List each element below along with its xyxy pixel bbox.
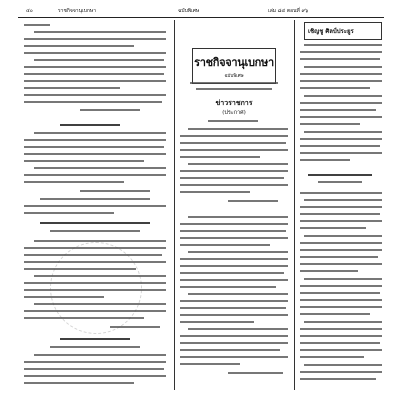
text-line xyxy=(300,109,376,111)
text-line xyxy=(34,167,166,169)
text-line xyxy=(188,128,288,130)
text-line xyxy=(24,80,166,82)
text-line xyxy=(180,314,288,316)
text-line xyxy=(300,371,382,373)
column-divider-left xyxy=(174,20,175,390)
text-line xyxy=(180,244,270,246)
text-line xyxy=(304,44,382,46)
text-line xyxy=(24,205,166,207)
left-column xyxy=(20,20,170,390)
text-line xyxy=(180,149,288,151)
text-line xyxy=(24,160,144,162)
text-line xyxy=(24,317,144,319)
text-line xyxy=(304,278,382,280)
text-line xyxy=(300,213,380,215)
masthead-title: ราชกิจจานุเบกษา xyxy=(194,56,274,69)
text-line xyxy=(300,242,382,244)
text-line xyxy=(180,170,288,172)
text-line xyxy=(24,212,114,214)
text-line xyxy=(188,251,288,253)
left-section-heading-2 xyxy=(40,222,150,224)
text-line xyxy=(50,346,140,348)
text-line xyxy=(300,73,382,75)
text-line xyxy=(300,192,382,194)
text-line xyxy=(180,177,284,179)
text-line xyxy=(24,24,50,26)
text-line xyxy=(24,45,134,47)
text-line xyxy=(24,38,166,40)
text-line xyxy=(34,354,166,356)
text-line xyxy=(300,306,382,308)
text-line xyxy=(300,220,382,222)
text-line xyxy=(24,87,120,89)
masthead-subtitle: ฉบับพิเศษ xyxy=(224,74,244,79)
right-section-subheading xyxy=(318,181,362,183)
text-line xyxy=(24,174,166,176)
text-line xyxy=(300,292,380,294)
text-line xyxy=(300,51,382,53)
text-line xyxy=(180,272,284,274)
text-line xyxy=(304,321,382,323)
text-line xyxy=(300,80,382,82)
right-section-heading xyxy=(308,174,372,176)
header-left-title: ราชกิจจานุเบกษา xyxy=(58,8,97,14)
text-line xyxy=(24,289,166,291)
text-line xyxy=(300,123,360,125)
text-line xyxy=(180,142,286,144)
text-line xyxy=(228,372,283,374)
text-line xyxy=(300,102,382,104)
left-section-heading-3 xyxy=(60,338,130,340)
text-line xyxy=(24,52,166,54)
header-date: เล่ม ๘๔ ตอนที่ ๙๖ xyxy=(268,8,309,14)
text-line xyxy=(24,139,166,141)
text-line xyxy=(24,101,162,103)
text-line xyxy=(40,198,150,200)
text-line xyxy=(300,356,364,358)
text-line xyxy=(24,310,166,312)
column-divider-right xyxy=(294,20,295,390)
left-section-subheading-2 xyxy=(50,230,140,232)
text-line xyxy=(300,328,382,330)
text-line xyxy=(24,268,136,270)
text-line xyxy=(24,66,166,68)
text-line xyxy=(24,375,166,377)
text-line xyxy=(24,146,164,148)
text-line xyxy=(34,240,166,242)
text-line xyxy=(80,190,150,192)
text-line xyxy=(24,296,104,298)
text-line xyxy=(304,199,382,201)
header-rule xyxy=(18,17,384,18)
left-section-heading-1 xyxy=(60,124,120,126)
text-line xyxy=(180,335,288,337)
text-line xyxy=(24,153,166,155)
text-line xyxy=(300,145,380,147)
text-line xyxy=(180,363,240,365)
text-line xyxy=(34,31,166,33)
text-line xyxy=(34,275,166,277)
text-line xyxy=(300,256,378,258)
text-line xyxy=(300,349,382,351)
text-line xyxy=(304,235,382,237)
text-line xyxy=(304,95,382,97)
text-line xyxy=(180,342,288,344)
text-line xyxy=(304,131,382,133)
text-line xyxy=(24,247,166,249)
text-line xyxy=(300,138,382,140)
text-line xyxy=(300,227,366,229)
text-line xyxy=(300,335,382,337)
text-line xyxy=(24,181,124,183)
text-line xyxy=(24,94,166,96)
text-line xyxy=(300,285,382,287)
text-line xyxy=(300,206,382,208)
text-line xyxy=(190,82,278,84)
text-line xyxy=(180,279,288,281)
text-line xyxy=(24,382,134,384)
text-line xyxy=(300,58,380,60)
text-line xyxy=(180,237,288,239)
page-number: ๔๐ xyxy=(26,8,33,14)
text-line xyxy=(180,135,288,137)
text-line xyxy=(180,265,288,267)
text-line xyxy=(300,342,380,344)
text-line xyxy=(228,200,278,202)
text-line xyxy=(180,307,286,309)
text-line xyxy=(24,361,166,363)
page-header xyxy=(18,6,384,16)
text-line xyxy=(300,270,358,272)
text-line xyxy=(188,216,288,218)
text-line xyxy=(180,223,288,225)
text-line xyxy=(180,286,276,288)
text-line xyxy=(300,152,382,154)
text-line xyxy=(180,349,280,351)
text-line xyxy=(24,73,164,75)
right-column xyxy=(298,20,384,390)
middle-column xyxy=(178,20,290,390)
text-line xyxy=(300,116,382,118)
newspaper-page xyxy=(18,6,384,394)
text-line xyxy=(188,163,288,165)
text-line xyxy=(34,59,164,61)
section-sub: (ประกาศ) xyxy=(222,110,246,116)
signature-name: เชิญชู ศิลป์ประยูร xyxy=(308,28,354,35)
text-line xyxy=(188,293,288,295)
text-line xyxy=(304,66,382,68)
text-line xyxy=(24,254,162,256)
text-line xyxy=(34,303,166,305)
text-line xyxy=(180,191,250,193)
text-line xyxy=(196,88,272,90)
text-line xyxy=(80,109,140,111)
text-line xyxy=(208,120,258,122)
text-line xyxy=(180,230,286,232)
section-ministry: ข่าวราชการ xyxy=(215,98,253,107)
text-line xyxy=(24,368,164,370)
text-line xyxy=(180,321,254,323)
text-line xyxy=(180,300,288,302)
text-line xyxy=(34,132,166,134)
text-line xyxy=(110,326,160,328)
text-line xyxy=(300,313,370,315)
text-line xyxy=(188,328,288,330)
text-line xyxy=(180,258,288,260)
text-line xyxy=(180,184,288,186)
text-line xyxy=(24,261,166,263)
text-line xyxy=(304,364,382,366)
text-line xyxy=(24,282,166,284)
text-line xyxy=(300,263,382,265)
header-volume: ฉบับพิเศษ xyxy=(178,8,200,14)
text-line xyxy=(300,159,350,161)
text-line xyxy=(180,356,288,358)
text-line xyxy=(300,87,370,89)
text-line xyxy=(300,299,382,301)
text-line xyxy=(180,156,260,158)
text-line xyxy=(300,378,376,380)
text-line xyxy=(300,249,382,251)
